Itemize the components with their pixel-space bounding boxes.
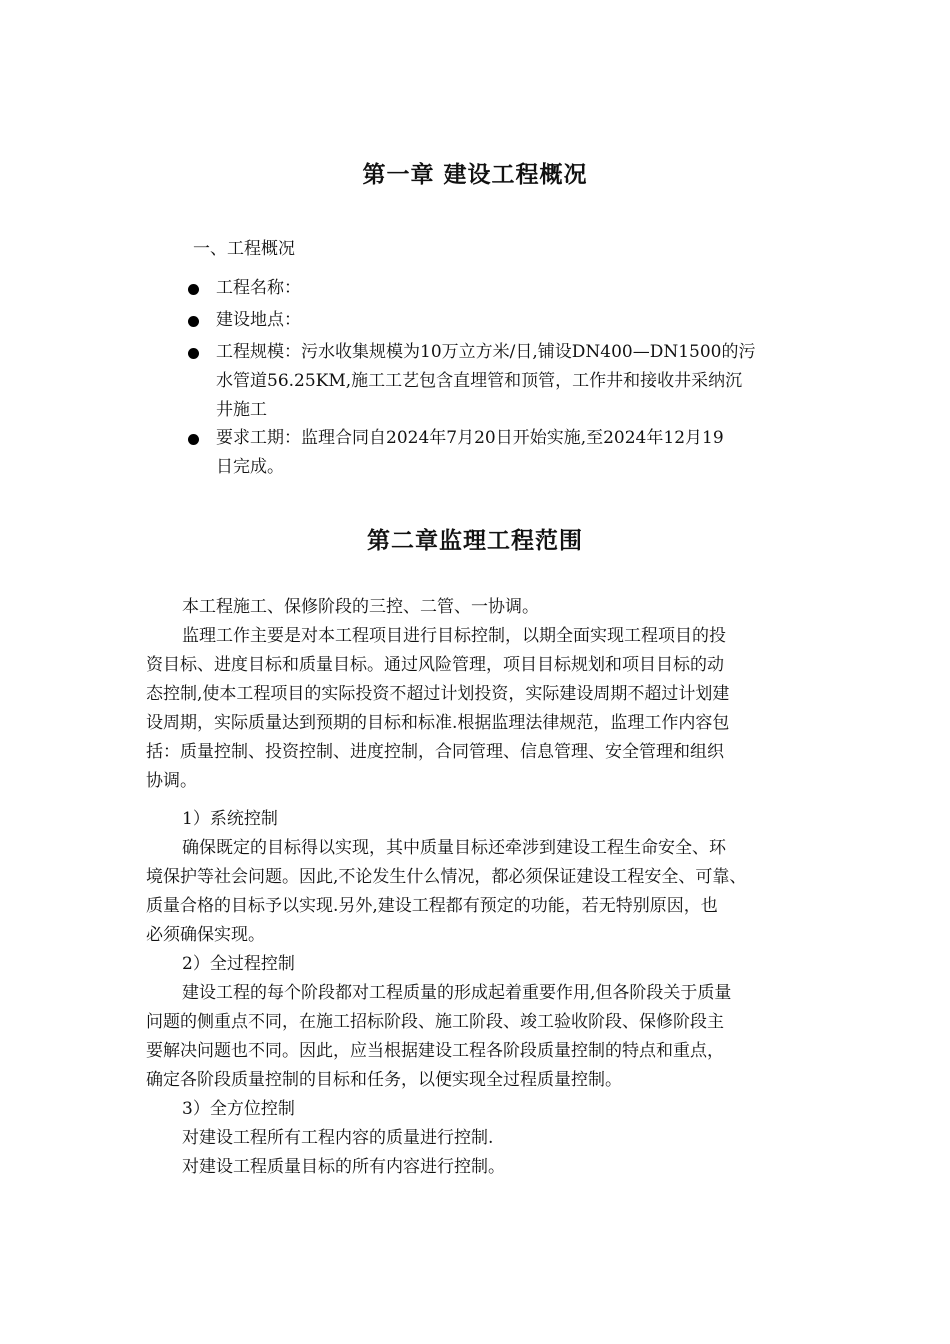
paragraph-line: 协调。 <box>146 771 197 791</box>
paragraph-line: 括：质量控制、投资控制、进度控制，合同管理、信息管理、安全管理和组织 <box>146 742 724 762</box>
paragraph-line: 资目标、进度目标和质量目标。通过风险管理，项目目标规划和项目目标的动 <box>146 655 724 675</box>
paragraph-line: 要解决问题也不同。因此，应当根据建设工程各阶段质量控制的特点和重点， <box>146 1041 724 1061</box>
paragraph-line: 监理工作主要是对本工程项目进行目标控制，以期全面实现工程项目的投 <box>182 626 726 646</box>
bullet-text: 建设地点： <box>216 310 301 330</box>
bullet-text: 日完成。 <box>216 457 284 477</box>
subsection-heading: 2）全过程控制 <box>182 954 295 974</box>
subsection-heading: 1）系统控制 <box>182 809 278 829</box>
chapter-2-title: 第二章监理工程范围 <box>367 528 583 554</box>
bullet-text: 井施工 <box>216 400 267 420</box>
paragraph-line: 问题的侧重点不同，在施工招标阶段、施工阶段、竣工验收阶段、保修阶段主 <box>146 1012 724 1032</box>
bullet-dot-icon <box>188 316 199 327</box>
bullet-dot-icon <box>188 434 199 445</box>
bullet-item <box>188 306 818 335</box>
paragraph-line: 必须确保实现。 <box>146 925 265 945</box>
chapter-1-title: 第一章 建设工程概况 <box>362 162 588 188</box>
bullet-dot-icon <box>188 284 199 295</box>
paragraph-line: 本工程施工、保修阶段的三控、二管、一协调。 <box>182 597 539 617</box>
bullet-text: 水管道56.25KM,施工工艺包含直埋管和顶管，工作井和接收井采纳沉 <box>216 371 743 391</box>
paragraph-line: 境保护等社会问题。因此,不论发生什么情况，都必须保证建设工程安全、可靠、 <box>146 867 747 887</box>
bullet-item <box>188 338 818 425</box>
subsection-heading: 3）全方位控制 <box>182 1099 295 1119</box>
paragraph-line: 对建设工程所有工程内容的质量进行控制. <box>182 1128 494 1148</box>
bullet-item <box>188 274 818 303</box>
bullet-dot-icon <box>188 348 199 359</box>
paragraph-line: 建设工程的每个阶段都对工程质量的形成起着重要作用,但各阶段关于质量 <box>182 983 732 1003</box>
paragraph-line: 设周期，实际质量达到预期的目标和标准.根据监理法律规范，监理工作内容包 <box>146 713 730 733</box>
paragraph-line: 对建设工程质量目标的所有内容进行控制。 <box>182 1157 505 1177</box>
subsection-1 <box>146 805 826 950</box>
intro-paragraph <box>146 593 826 622</box>
bullet-text: 要求工期：监理合同自2024年7月20日开始实施,至2024年12月19 <box>216 428 724 448</box>
subsection-3 <box>146 1095 826 1182</box>
paragraph-line: 确定各阶段质量控制的目标和任务，以便实现全过程质量控制。 <box>146 1070 622 1090</box>
paragraph-line: 态控制,使本工程项目的实际投资不超过计划投资，实际建设周期不超过计划建 <box>146 684 730 704</box>
bullet-item <box>188 424 818 482</box>
subsection-2 <box>146 950 826 1095</box>
bullet-text: 工程规模：污水收集规模为10万立方米/日,铺设DN400—DN1500的污 <box>216 342 756 362</box>
bullet-text: 工程名称： <box>216 278 301 298</box>
scope-paragraph <box>146 622 826 796</box>
paragraph-line: 质量合格的目标予以实现.另外,建设工程都有预定的功能，若无特别原因，也 <box>146 896 718 916</box>
paragraph-line: 确保既定的目标得以实现，其中质量目标还牵涉到建设工程生命安全、环 <box>182 838 726 858</box>
section-heading: 一、工程概况 <box>193 239 295 259</box>
